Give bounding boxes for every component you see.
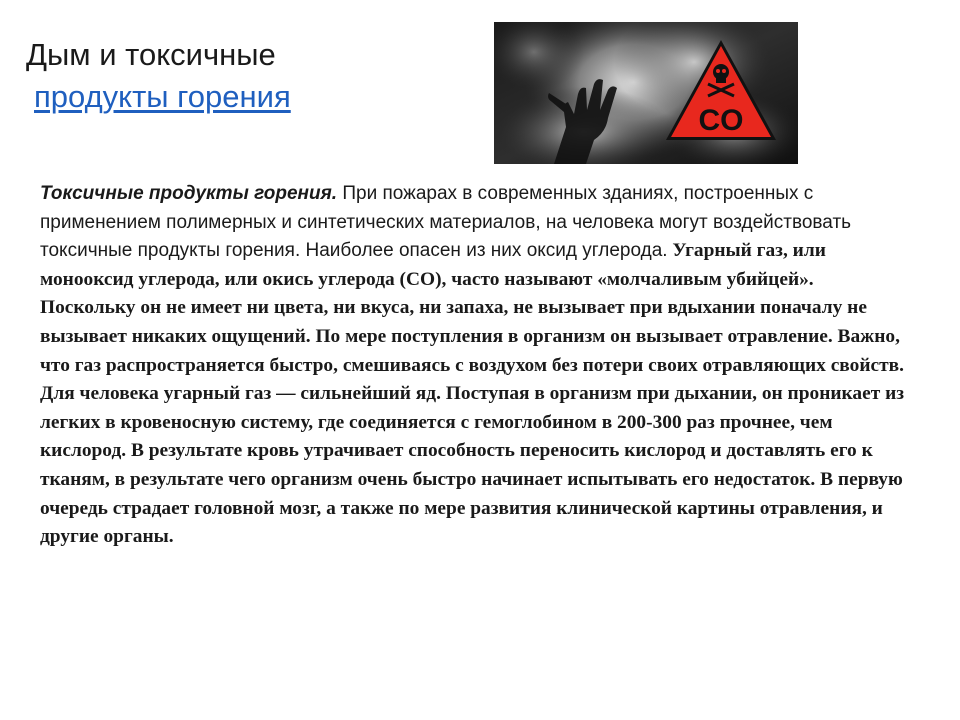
title-link[interactable]: продукты горения <box>34 79 291 114</box>
smoke-co-hazard-image <box>494 22 798 164</box>
paragraph-1 <box>40 180 910 380</box>
paragraph-2: Для человека угарный газ — сильнейший яд. Поступая в организм при дыхании, он проникает из легких в кровеносную систему, где соединяется с гемоглобином в 200-300 раз прочнее, чем кислород. В результате кровь утрачивает способность переносить кислород и доставлять его к тканям, в результате чего организм очень быстро начинает испытывать его недостаток. В первую очередь страдает головной мозг, а также по мере развития клинической картины отравления, и другие органы. <box>40 383 905 548</box>
slide-body <box>40 180 910 552</box>
svg-text:CO: CO <box>698 104 744 137</box>
paragraph-lead: Токсичные продукты горения. <box>40 183 338 204</box>
paragraph-co-description: Угарный газ, или монооксид углерода, или окись углерода (СО), часто называют «молчаливым убийцей». Поскольку он не имеет ни цвета, ни вкуса, ни запаха, не вызывает при вдыхании поначалу не вызывает никаких ощущений. По мере поступления в организм он вызывает отравление. Важно, что газ распространяется быстро, смешиваясь с воздухом без потери своих отравляющих свойств. <box>40 240 904 376</box>
paragraph-intro: При пожарах в современных зданиях, построенных с применением полимерных и синтетических материалов, на человека могут воздействовать токсичные продукты горения. Наиболее опасен из них оксид углерода. <box>40 183 852 262</box>
slide-title <box>26 34 466 118</box>
title-line-1: Дым и токсичные <box>26 37 276 72</box>
